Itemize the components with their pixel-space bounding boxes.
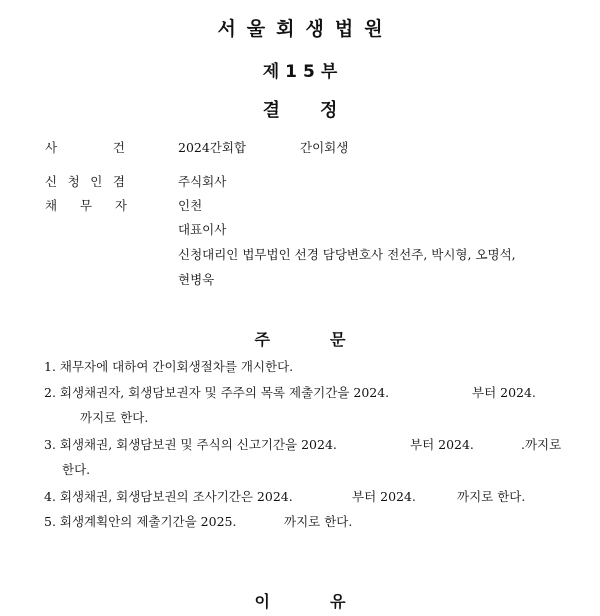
debtor-line-counsel-cont: 현병욱	[178, 272, 215, 287]
order-item-3-from: 부터 2024.	[410, 437, 474, 452]
order-item-4-until: 까지로 한다.	[457, 489, 526, 504]
document-type-title: 결정	[262, 100, 378, 121]
debtor-line-representative: 대표이사	[178, 222, 227, 237]
order-item-3-until: .까지로	[521, 437, 562, 452]
order-item-4-from: 부터 2024.	[352, 489, 416, 504]
applicant-label: 신 청 인 겸	[45, 174, 125, 189]
debtor-line-address: 인천	[178, 198, 203, 213]
debtor-label: 채 무 자	[45, 198, 127, 213]
court-division: 제15부	[262, 62, 344, 82]
case-label	[45, 138, 125, 156]
debtor-line-counsel: 신청대리인 법무법인 선경 담당변호사 전선주, 박시형, 오명석,	[178, 247, 516, 262]
debtor-line-company: 주식회사	[178, 174, 227, 189]
order-item-5-until: 까지로 한다.	[284, 514, 353, 529]
order-item-2: 2. 회생채권자, 회생담보권자 및 주주의 목록 제출기간을 2024.	[44, 385, 390, 400]
order-item-2-from: 부터 2024.	[472, 385, 536, 400]
order-item-5: 5. 회생계획안의 제출기간을 2025.	[44, 514, 237, 529]
court-name: 서울회생법원	[217, 18, 394, 40]
case-label-char-2: 건	[112, 140, 125, 155]
order-item-3: 3. 회생채권, 회생담보권 및 주식의 신고기간을 2024.	[44, 437, 337, 452]
order-heading: 주문	[254, 330, 406, 349]
case-kind: 간이회생	[300, 140, 349, 155]
case-number: 2024간회합	[178, 140, 247, 155]
order-item-2-until: 까지로 한다.	[80, 410, 149, 425]
case-label-char-1: 사	[45, 140, 58, 155]
order-item-4: 4. 회생채권, 회생담보권의 조사기간은 2024.	[44, 489, 293, 504]
reasons-heading: 이유	[254, 592, 406, 611]
order-item-3-end: 한다.	[62, 462, 91, 477]
order-item-1: 1. 채무자에 대하여 간이회생절차를 개시한다.	[44, 359, 294, 374]
